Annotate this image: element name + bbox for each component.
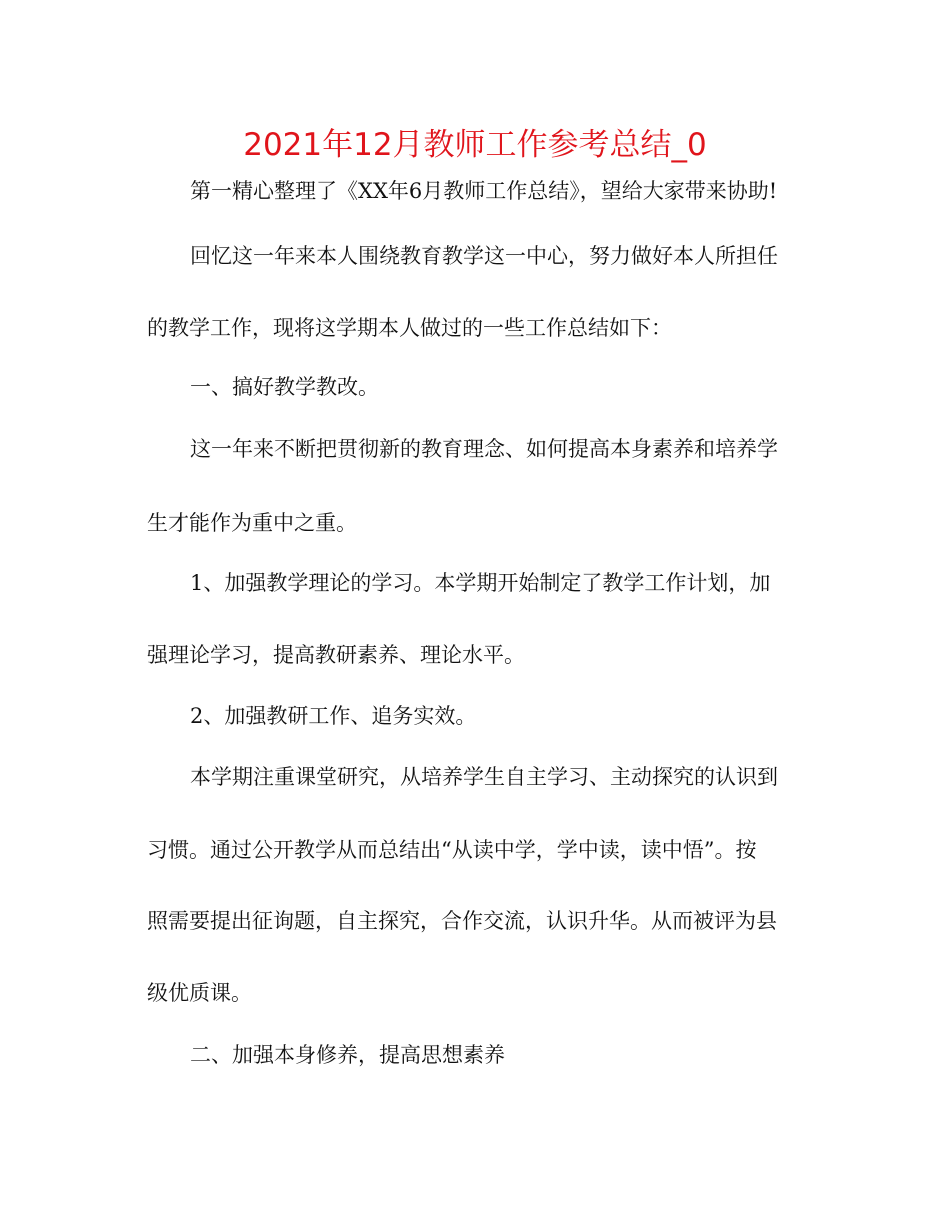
paragraph-line: 1、加强教学理论的学习。本学期开始制定了教学工作计划，加 [190, 571, 771, 595]
paragraph-line: 回忆这一年来本人围绕教育教学这一中心，努力做好本人所担任 [190, 244, 778, 268]
paragraph-line: 一、搞好教学教改。 [190, 375, 379, 399]
document-title: 2021年12月教师工作参考总结_0 [243, 127, 707, 163]
paragraph-line: 本学期注重课堂研究，从培养学生自主学习、主动探究的认识到 [190, 765, 778, 789]
paragraph-line: 这一年来不断把贯彻新的教育理念、如何提高本身素养和培养学 [190, 437, 778, 461]
paragraph-line: 强理论学习，提高教研素养、理论水平。 [147, 643, 525, 667]
paragraph-line: 级优质课。 [147, 981, 252, 1005]
paragraph-line: 照需要提出征询题，自主探究，合作交流，认识升华。从而被评为县 [147, 909, 777, 933]
paragraph-line: 的教学工作，现将这学期本人做过的一些工作总结如下： [147, 316, 672, 340]
paragraph-line: 生才能作为重中之重。 [147, 511, 357, 535]
paragraph-line: 第一精心整理了《XX年6月教师工作总结》，望给大家带来协助! [190, 179, 778, 203]
paragraph-line: 2、加强教研工作、追务实效。 [190, 704, 477, 728]
paragraph-line: 习惯。通过公开教学从而总结出“从读中学，学中读，读中悟”。按 [147, 838, 757, 862]
paragraph-line: 二、加强本身修养，提高思想素养 [190, 1043, 505, 1067]
